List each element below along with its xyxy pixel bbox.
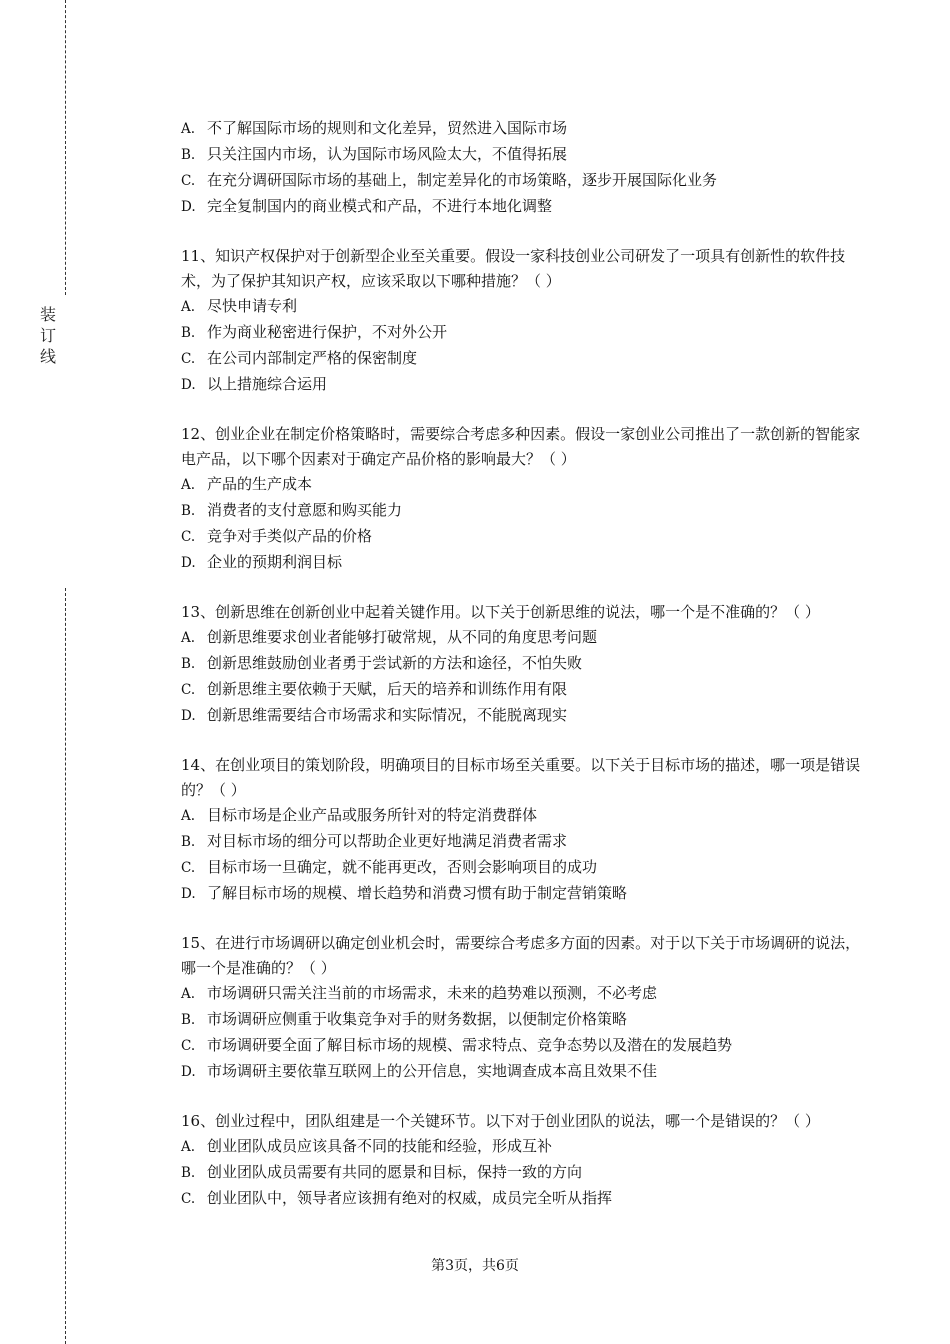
option-text: 消费者的支付意愿和购买能力 <box>207 501 403 519</box>
option-letter: B. <box>181 834 196 850</box>
option-text: 在充分调研国际市场的基础上，制定差异化的市场策略，逐步开展国际化业务 <box>207 171 718 189</box>
option-letter: D. <box>181 886 196 902</box>
answer-option <box>181 1160 861 1186</box>
option-text: 以上措施综合运用 <box>207 375 328 393</box>
answer-option <box>181 1033 861 1059</box>
option-letter: B. <box>181 503 196 519</box>
answer-option <box>181 651 861 677</box>
option-text: 目标市场是企业产品或服务所针对的特定消费群体 <box>207 806 538 824</box>
option-text: 市场调研只需关注当前的市场需求，未来的趋势难以预测，不必考虑 <box>207 984 658 1002</box>
option-text: 竞争对手类似产品的价格 <box>207 527 373 545</box>
question-text: 14、在创业项目的策划阶段，明确项目的目标市场至关重要。以下关于目标市场的描述，哪一项是错误的？（ ） <box>181 756 861 799</box>
answer-option <box>181 829 861 855</box>
option-letter: C. <box>181 1191 196 1207</box>
option-text: 目标市场一旦确定，就不能再更改，否则会影响项目的成功 <box>207 858 598 876</box>
answer-option <box>181 881 861 907</box>
binding-label <box>38 304 58 367</box>
answer-option <box>181 703 861 729</box>
answer-option <box>181 1186 861 1212</box>
question-block <box>181 753 861 907</box>
option-text: 市场调研主要依靠互联网上的公开信息，实地调查成本高且效果不佳 <box>207 1062 658 1080</box>
option-letter: C. <box>181 529 196 545</box>
option-text: 对目标市场的细分可以帮助企业更好地满足消费者需求 <box>207 832 568 850</box>
binding-line-top <box>65 0 66 295</box>
binding-line-bottom <box>65 588 66 1344</box>
option-text: 企业的预期利润目标 <box>207 553 343 571</box>
option-text: 在公司内部制定严格的保密制度 <box>207 349 418 367</box>
option-text: 只关注国内市场，认为国际市场风险太大，不值得拓展 <box>207 145 568 163</box>
option-letter: C. <box>181 173 196 189</box>
option-letter: A. <box>181 808 196 824</box>
option-text: 尽快申请专利 <box>207 297 298 315</box>
option-letter: A. <box>181 630 196 646</box>
option-letter: D. <box>181 1064 196 1080</box>
binding-label-char: 线 <box>39 347 56 366</box>
option-letter: C. <box>181 1038 196 1054</box>
answer-option <box>181 803 861 829</box>
answer-option <box>181 116 861 142</box>
option-text: 产品的生产成本 <box>207 475 313 493</box>
option-letter: A. <box>181 477 196 493</box>
option-letter: C. <box>181 860 196 876</box>
answer-option <box>181 677 861 703</box>
answer-option <box>181 625 861 651</box>
option-text: 完全复制国内的商业模式和产品，不进行本地化调整 <box>207 197 553 215</box>
option-letter: D. <box>181 555 196 571</box>
answer-option <box>181 346 861 372</box>
answer-option <box>181 472 861 498</box>
answer-option <box>181 1059 861 1085</box>
binding-label-char: 订 <box>39 326 56 345</box>
option-letter: A. <box>181 299 196 315</box>
option-letter: A. <box>181 1139 196 1155</box>
answer-option <box>181 194 861 220</box>
question-block <box>181 422 861 576</box>
question-text: 15、在进行市场调研以确定创业机会时，需要综合考虑多方面的因素。对于以下关于市场调研的说法，哪一个是准确的？（ ） <box>181 934 861 977</box>
answer-option <box>181 498 861 524</box>
option-text: 市场调研要全面了解目标市场的规模、需求特点、竞争态势以及潜在的发展趋势 <box>207 1036 733 1054</box>
question-text: 11、知识产权保护对于创新型企业至关重要。假设一家科技创业公司研发了一项具有创新性的软件技术，为了保护其知识产权，应该采取以下哪种措施？（ ） <box>181 247 846 290</box>
question-text: 12、创业企业在制定价格策略时，需要综合考虑多种因素。假设一家创业公司推出了一款创新的智能家电产品，以下哪个因素对于确定产品价格的影响最大？（ ） <box>181 425 861 468</box>
page-number: 第3页，共6页 <box>431 1258 519 1274</box>
option-text: 创业团队中，领导者应该拥有绝对的权威，成员完全听从指挥 <box>207 1189 613 1207</box>
answer-option <box>181 294 861 320</box>
option-letter: B. <box>181 656 196 672</box>
answer-option <box>181 524 861 550</box>
answer-option <box>181 1007 861 1033</box>
option-letter: C. <box>181 682 196 698</box>
option-letter: D. <box>181 708 196 724</box>
binding-label-char: 装 <box>39 305 56 324</box>
option-letter: B. <box>181 1165 196 1181</box>
option-text: 不了解国际市场的规则和文化差异，贸然进入国际市场 <box>207 119 568 137</box>
option-letter: A. <box>181 986 196 1002</box>
question-block <box>181 600 861 729</box>
option-text: 创新思维需要结合市场需求和实际情况，不能脱离现实 <box>207 706 568 724</box>
option-letter: B. <box>181 1012 196 1028</box>
answer-option <box>181 168 861 194</box>
answer-option <box>181 142 861 168</box>
question-list <box>181 116 861 1236</box>
question-block <box>181 1109 861 1212</box>
question-block <box>181 116 861 220</box>
answer-option <box>181 981 861 1007</box>
option-text: 创业团队成员应该具备不同的技能和经验，形成互补 <box>207 1137 553 1155</box>
question-block <box>181 244 861 398</box>
option-letter: B. <box>181 325 196 341</box>
question-text: 13、创新思维在创新创业中起着关键作用。以下关于创新思维的说法，哪一个是不准确的？（ ） <box>181 603 820 621</box>
question-block <box>181 931 861 1085</box>
option-letter: C. <box>181 351 196 367</box>
question-text: 16、创业过程中，团队组建是一个关键环节。以下对于创业团队的说法，哪一个是错误的？（ ） <box>181 1112 820 1130</box>
option-text: 创新思维鼓励创业者勇于尝试新的方法和途径，不怕失败 <box>207 654 583 672</box>
option-text: 创业团队成员需要有共同的愿景和目标，保持一致的方向 <box>207 1163 583 1181</box>
answer-option <box>181 372 861 398</box>
option-letter: D. <box>181 377 196 393</box>
option-text: 创新思维主要依赖于天赋，后天的培养和训练作用有限 <box>207 680 568 698</box>
option-text: 了解目标市场的规模、增长趋势和消费习惯有助于制定营销策略 <box>207 884 628 902</box>
option-letter: B. <box>181 147 196 163</box>
option-text: 作为商业秘密进行保护，不对外公开 <box>207 323 448 341</box>
option-letter: A. <box>181 121 196 137</box>
answer-option <box>181 550 861 576</box>
option-letter: D. <box>181 199 196 215</box>
answer-option <box>181 320 861 346</box>
answer-option <box>181 855 861 881</box>
option-text: 创新思维要求创业者能够打破常规，从不同的角度思考问题 <box>207 628 598 646</box>
answer-option <box>181 1134 861 1160</box>
option-text: 市场调研应侧重于收集竞争对手的财务数据，以便制定价格策略 <box>207 1010 628 1028</box>
